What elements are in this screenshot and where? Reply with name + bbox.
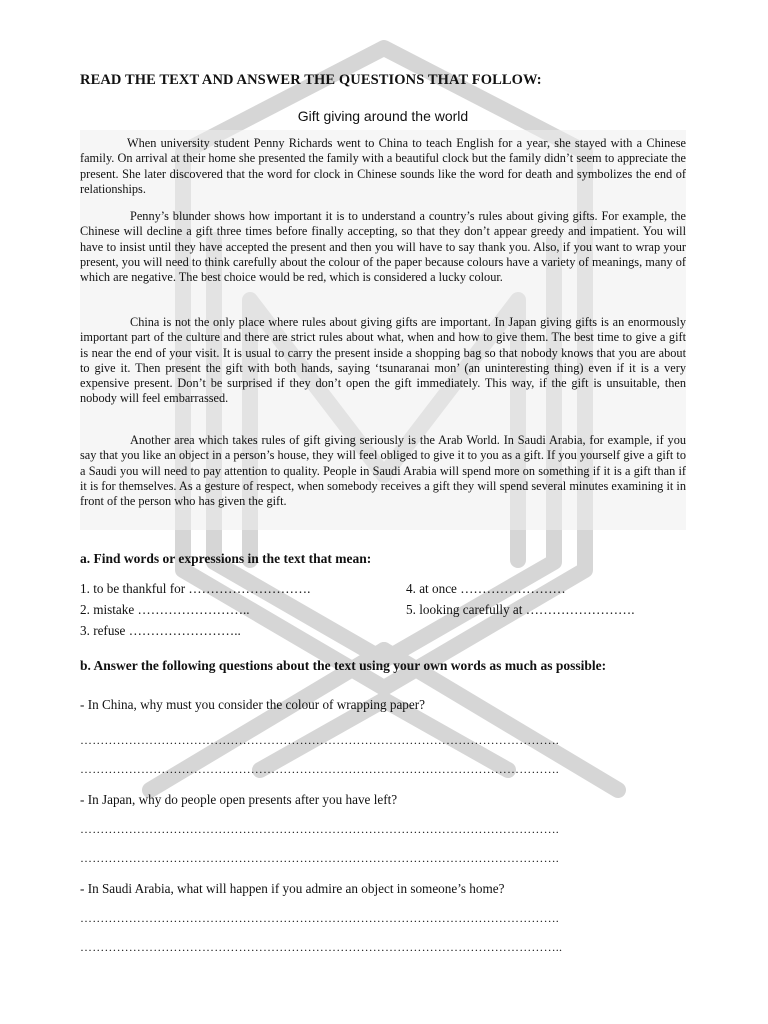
answer-line[interactable]: ……………………………………………………………………………………………………….. (80, 940, 563, 954)
answer-line[interactable]: ………………………………………………………………………………………………………. (80, 851, 559, 865)
answer-line[interactable]: ………………………………………………………………………………………………………. (80, 762, 559, 776)
reading-title: Gift giving around the world (297, 108, 469, 124)
paragraph-3: China is not the only place where rules about giving gifts are important. In Japan giving gifts is an enormously important part of the culture and there are strict rules about what, when and how to give them. The best time to give a gift is near the end of your visit. It is usual to carry the present inside a shopping bag so that nobody knows that you are about to give it. Then present the gift with both hands, saying ‘tsunaranai mon’ (an uninteresting thing) even if it is a very expensive present. Don’t be surprised if they don’t open the gift immediately. This way, if the gift is unsuitable, then nobody will feel embarrassed. (80, 315, 686, 406)
question-japan: - In Japan, why do people open presents after you have left? (80, 792, 398, 807)
vocab-item-1[interactable]: 1. to be thankful for ………………………. (80, 581, 311, 596)
vocab-item-3[interactable]: 3. refuse …………………….. (80, 623, 241, 638)
paragraph-4: Another area which takes rules of gift giving seriously is the Arab World. In Saudi Arabia, for example, if you say that you like an object in a person’s house, they will feel obliged to give it to you as a gift. If you yourself give a gift to a Saudi you will need to pay attention to quality. People in Saudi Arabia will spend more on something if it is a gift than if it is for themselves. As a gesture of respect, when somebody receives a gift they will spend several minutes examining it in front of the person who has given the gift. (80, 433, 686, 509)
vocab-item-5[interactable]: 5. looking carefully at ……………………. (406, 602, 635, 617)
section-b-heading: b. Answer the following questions about the text using your own words as much as possible: (80, 658, 607, 673)
answer-line[interactable]: ………………………………………………………………………………………………………. (80, 911, 559, 925)
section-a-heading: a. Find words or expressions in the text that mean: (80, 551, 372, 566)
question-china: - In China, why must you consider the colour of wrapping paper? (80, 697, 425, 712)
answer-line[interactable]: ………………………………………………………………………………………………………. (80, 733, 559, 747)
paragraph-1: When university student Penny Richards went to China to teach English for a year, she stayed with a Chinese family. On arrival at their home she presented the family with a beautiful clock but the family didn’t seem to appreciate the present. She later discovered that the word for clock in Chinese sounds like the word for death and symbolizes the end of relationships. (80, 136, 686, 196)
paragraph-2: Penny’s blunder shows how important it is to understand a country’s rules about giving gifts. For example, the Chinese will decline a gift three times before finally accepting, so that they don’t appear greedy and impatient. You will have to insist until they have accepted the present and then you will have to say thank you. Also, if you want to wrap your present, you will need to think carefully about the colour of the paper because colours have a variety of meanings, many of which are negative. The best choice would be red, which is considered a lucky colour. (80, 209, 686, 285)
question-saudi-arabia: - In Saudi Arabia, what will happen if you admire an object in someone’s home? (80, 881, 505, 896)
answer-line[interactable]: ………………………………………………………………………………………………………. (80, 822, 559, 836)
vocab-item-4[interactable]: 4. at once …………………… (406, 581, 566, 596)
instructions-heading: READ THE TEXT AND ANSWER THE QUESTIONS THAT FOLLOW: (80, 72, 542, 88)
vocab-item-2[interactable]: 2. mistake …………………….. (80, 602, 250, 617)
